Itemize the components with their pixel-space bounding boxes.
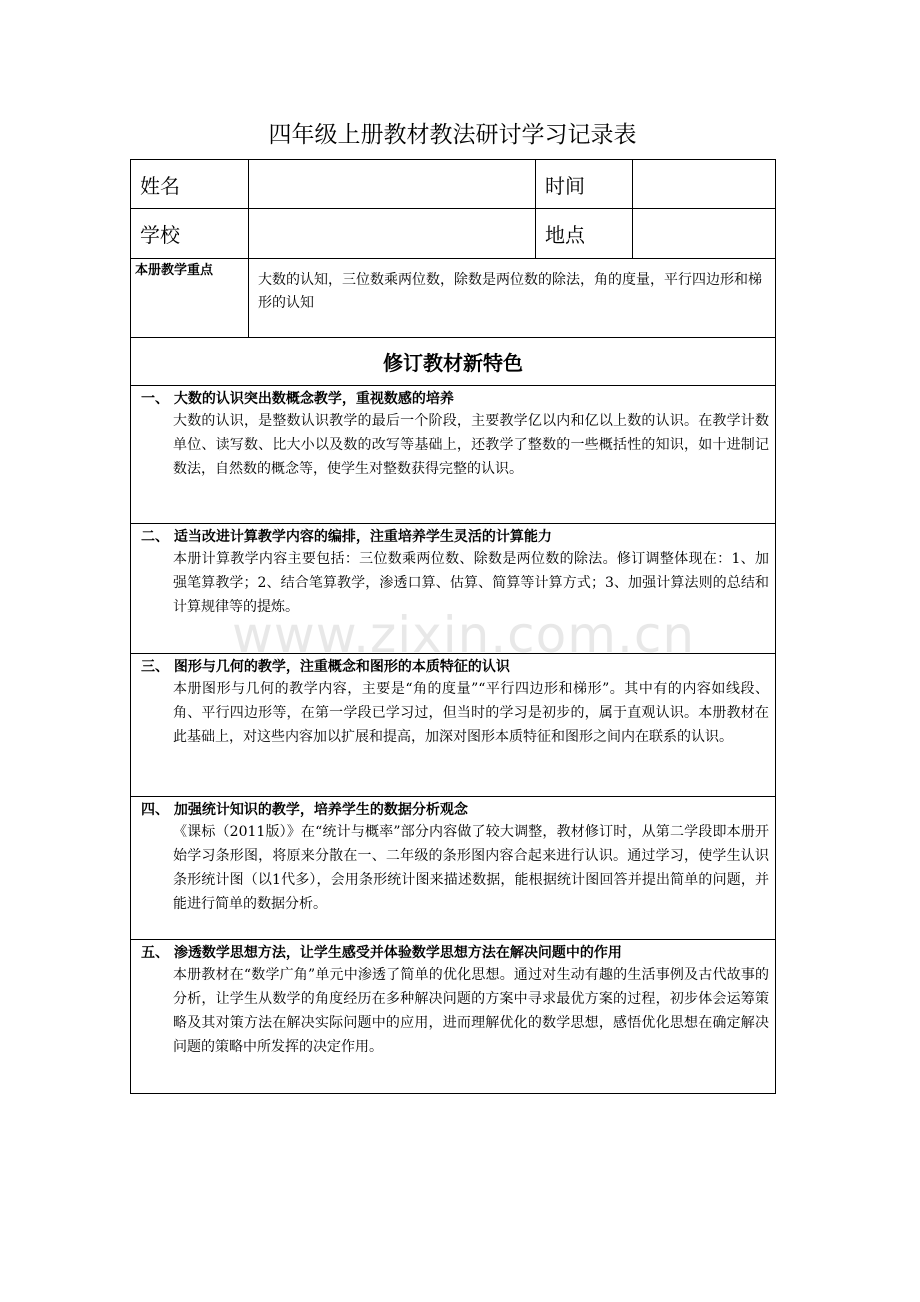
features-heading-row <box>131 338 776 386</box>
emphasis-text: 大数的认知，三位数乘两位数，除数是两位数的除法，角的度量，平行四边形和梯形的认知 <box>249 259 776 338</box>
emphasis-label: 本册教学重点 <box>131 259 249 338</box>
section-row <box>131 797 776 940</box>
school-field[interactable] <box>249 209 536 259</box>
place-label: 地点 <box>536 209 633 259</box>
section-body: 本册计算教学内容主要包括：三位数乘两位数、除数是两位数的除法。修订调整体现在：1、加强笔算教学；2、结合笔算教学，渗透口算、估算、简算等计算方式；3、加强计算法则的总结和计算规律等的提炼。 <box>173 551 769 615</box>
section-body: 大数的认识，是整数认识教学的最后一个阶段，主要教学亿以内和亿以上数的认识。在教学计数单位、读写数、比大小以及数的改写等基础上，还教学了整数的一些概括性的知识，如十进制记数法，自然数的概念等，使学生对整数获得完整的认识。 <box>173 413 769 477</box>
section-body: 本册图形与几何的教学内容，主要是“角的度量”“平行四边形和梯形”。其中有的内容如线段、角、平行四边形等，在第一学段已学习过，但当时的学习是初步的，属于直观认识。本册教材在此基础上，对这些内容加以扩展和提高，加深对图形本质特征和图形之间内在联系的认识。 <box>173 681 769 745</box>
name-field[interactable] <box>249 160 536 209</box>
section-5 <box>131 940 776 1094</box>
section-2 <box>131 524 776 654</box>
watermark: www.zixin.com.cn <box>232 606 696 664</box>
section-title: 五、 渗透数学思想方法，让学生感受并体验数学思想方法在解决问题中的作用 <box>141 945 622 961</box>
section-row <box>131 524 776 654</box>
name-time-row <box>131 160 776 209</box>
emphasis-row <box>131 259 776 338</box>
record-table <box>130 159 776 1094</box>
section-body: 本册教材在“数学广角”单元中渗透了简单的优化思想。通过对生动有趣的生活事例及古代故事的分析，让学生从数学的角度经历在多种解决问题的方案中寻求最优方案的过程，初步体会运筹策略及其对策方法在解决实际问题中的应用，进而理解优化的数学思想，感悟优化思想在确定解决问题的策略中所发挥的决定作用。 <box>173 967 769 1055</box>
section-4 <box>131 797 776 940</box>
place-field[interactable] <box>633 209 776 259</box>
name-label: 姓名 <box>131 160 249 209</box>
section-title: 四、 加强统计知识的教学，培养学生的数据分析观念 <box>141 802 468 818</box>
document-title: 四年级上册教材教法研讨学习记录表 <box>268 122 637 148</box>
school-label: 学校 <box>131 209 249 259</box>
time-label: 时间 <box>536 160 633 209</box>
section-3 <box>131 654 776 797</box>
section-body: 《课标（2011版）》在“统计与概率”部分内容做了较大调整，教材修订时，从第二学段即本册开始学习条形图，将原来分散在一、二年级的条形图内容合起来进行认识。通过学习，使学生认识条形统计图（以1代多），会用条形统计图来描述数据，能根据统计图回答并提出简单的问题，并能进行简单的数据分析。 <box>173 824 769 912</box>
section-1 <box>131 386 776 524</box>
section-row <box>131 654 776 797</box>
section-title: 二、 适当改进计算教学内容的编排，注重培养学生灵活的计算能力 <box>141 529 552 545</box>
features-heading: 修订教材新特色 <box>131 338 776 386</box>
section-row <box>131 386 776 524</box>
section-title: 三、 图形与几何的教学，注重概念和图形的本质特征的认识 <box>141 659 510 675</box>
time-field[interactable] <box>633 160 776 209</box>
section-title: 一、 大数的认识突出数概念教学，重视数感的培养 <box>141 391 454 407</box>
school-place-row <box>131 209 776 259</box>
section-row <box>131 940 776 1094</box>
